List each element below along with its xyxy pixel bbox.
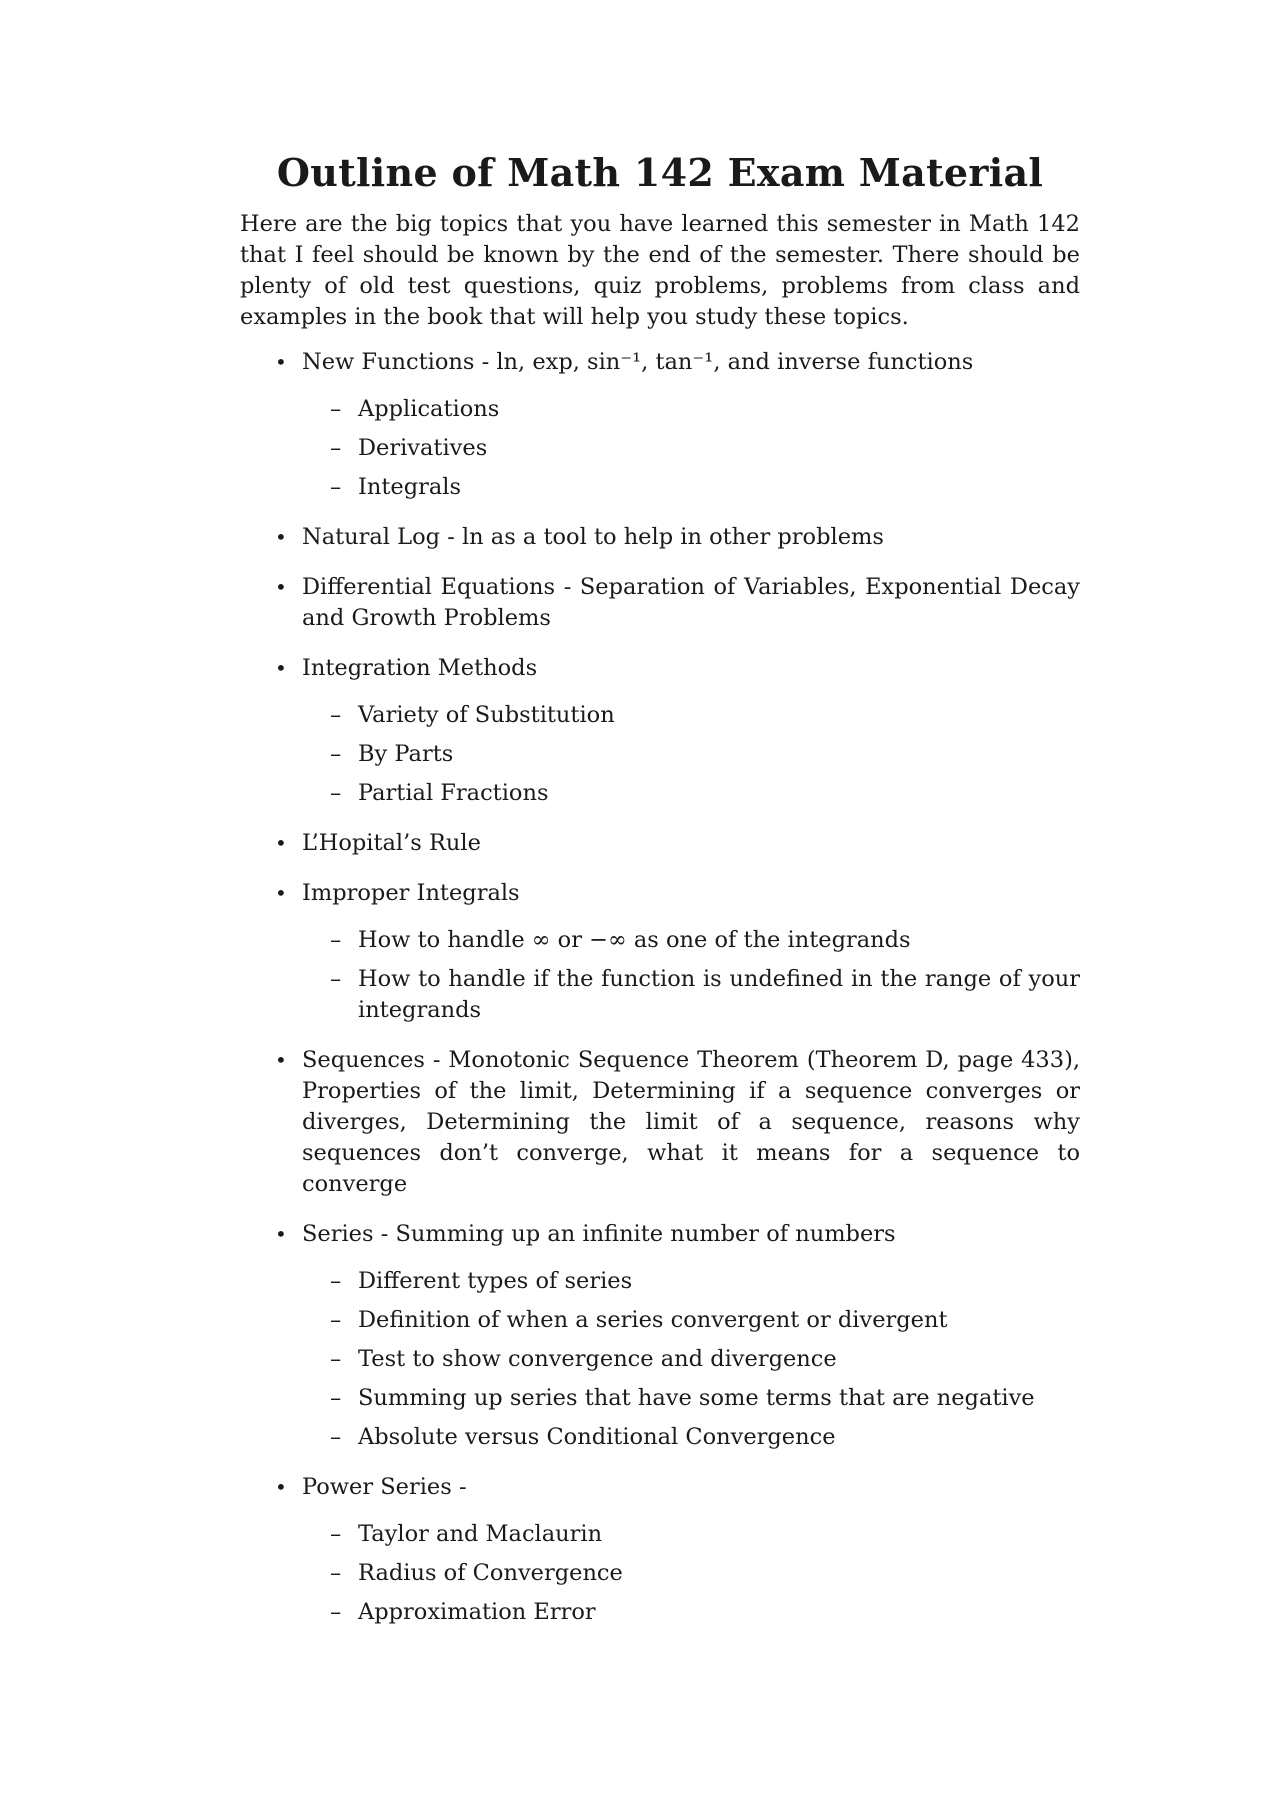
dash-icon: – <box>330 966 342 992</box>
subtopic-text: Partial Fractions <box>358 780 549 806</box>
document-page <box>240 150 1080 1647</box>
subtopic-item <box>302 394 1080 425</box>
subtopic-item <box>302 1383 1080 1414</box>
subtopic-text: How to handle if the function is undefined in the range of your integrands <box>358 966 1080 1023</box>
subtopic-item <box>302 1597 1080 1628</box>
subtopic-list <box>302 1266 1080 1453</box>
topic-text: Sequences - Monotonic Sequence Theorem (Theorem D, page 433), Properties of the limit, Determining if a sequence converges or diverges, Determining the limit of a sequence, reasons why sequences don’t converge, what it means for a sequence to converge <box>302 1047 1080 1197</box>
topic-text: Series - Summing up an infinite number of numbers <box>302 1221 896 1247</box>
bullet-icon: • <box>275 350 287 374</box>
subtopic-text: Test to show convergence and divergence <box>358 1346 837 1372</box>
dash-icon: – <box>330 396 342 422</box>
dash-icon: – <box>330 435 342 461</box>
subtopic-item <box>302 1266 1080 1297</box>
subtopic-item <box>302 472 1080 503</box>
subtopic-text: Integrals <box>358 474 462 500</box>
bullet-icon: • <box>275 1222 287 1246</box>
subtopic-list <box>302 700 1080 809</box>
subtopic-text: By Parts <box>358 741 454 767</box>
subtopic-text: Approximation Error <box>358 1599 596 1625</box>
topic-item <box>240 572 1080 634</box>
dash-icon: – <box>330 1599 342 1625</box>
topic-item <box>240 653 1080 809</box>
subtopic-text: Definition of when a series convergent or divergent <box>358 1307 948 1333</box>
topic-item <box>240 1219 1080 1453</box>
dash-icon: – <box>330 1268 342 1294</box>
subtopic-item <box>302 964 1080 1026</box>
bullet-icon: • <box>275 831 287 855</box>
bullet-icon: • <box>275 881 287 905</box>
topic-item <box>240 1472 1080 1628</box>
bullet-icon: • <box>275 1048 287 1072</box>
dash-icon: – <box>330 1521 342 1547</box>
page-title: Outline of Math 142 Exam Material <box>276 150 1044 195</box>
topic-text: Integration Methods <box>302 655 538 681</box>
subtopic-item <box>302 925 1080 956</box>
topic-text: L’Hopital’s Rule <box>302 830 481 856</box>
subtopic-item <box>302 1558 1080 1589</box>
subtopic-text: Summing up series that have some terms that are negative <box>358 1385 1035 1411</box>
subtopic-item <box>302 1422 1080 1453</box>
topic-item <box>240 828 1080 859</box>
topic-text: New Functions - ln, exp, sin⁻¹, tan⁻¹, and inverse functions <box>302 349 974 375</box>
subtopic-item <box>302 700 1080 731</box>
bullet-icon: • <box>275 575 287 599</box>
topic-item <box>240 878 1080 1026</box>
dash-icon: – <box>330 780 342 806</box>
dash-icon: – <box>330 1307 342 1333</box>
dash-icon: – <box>330 1385 342 1411</box>
dash-icon: – <box>330 741 342 767</box>
topic-text: Natural Log - ln as a tool to help in other problems <box>302 524 884 550</box>
subtopic-text: Derivatives <box>358 435 488 461</box>
subtopic-list <box>302 1519 1080 1628</box>
topic-text: Differential Equations - Separation of Variables, Exponential Decay and Growth Problems <box>302 574 1080 631</box>
dash-icon: – <box>330 474 342 500</box>
subtopic-text: Taylor and Maclaurin <box>358 1521 603 1547</box>
subtopic-text: Variety of Substitution <box>358 702 615 728</box>
bullet-icon: • <box>275 1475 287 1499</box>
subtopic-item <box>302 1305 1080 1336</box>
dash-icon: – <box>330 927 342 953</box>
subtopic-text: Absolute versus Conditional Convergence <box>358 1424 836 1450</box>
intro-paragraph: Here are the big topics that you have learned this semester in Math 142 that I feel should be known by the end of the semester. There should be plenty of old test questions, quiz problems, problems from class and examples in the book that will help you study these topics. <box>240 211 1080 330</box>
topic-item <box>240 347 1080 503</box>
topic-list <box>240 347 1080 1628</box>
topic-item <box>240 522 1080 553</box>
subtopic-list <box>302 394 1080 503</box>
subtopic-text: Applications <box>358 396 500 422</box>
topic-item <box>240 1045 1080 1200</box>
subtopic-item <box>302 778 1080 809</box>
subtopic-item <box>302 433 1080 464</box>
dash-icon: – <box>330 1346 342 1372</box>
subtopic-list <box>302 925 1080 1026</box>
dash-icon: – <box>330 702 342 728</box>
subtopic-item <box>302 1519 1080 1550</box>
dash-icon: – <box>330 1560 342 1586</box>
bullet-icon: • <box>275 525 287 549</box>
bullet-icon: • <box>275 656 287 680</box>
subtopic-text: Different types of series <box>358 1268 633 1294</box>
topic-text: Power Series - <box>302 1474 467 1500</box>
subtopic-text: Radius of Convergence <box>358 1560 623 1586</box>
topic-text: Improper Integrals <box>302 880 520 906</box>
subtopic-item <box>302 1344 1080 1375</box>
dash-icon: – <box>330 1424 342 1450</box>
subtopic-item <box>302 739 1080 770</box>
subtopic-text: How to handle ∞ or −∞ as one of the integrands <box>358 927 911 953</box>
